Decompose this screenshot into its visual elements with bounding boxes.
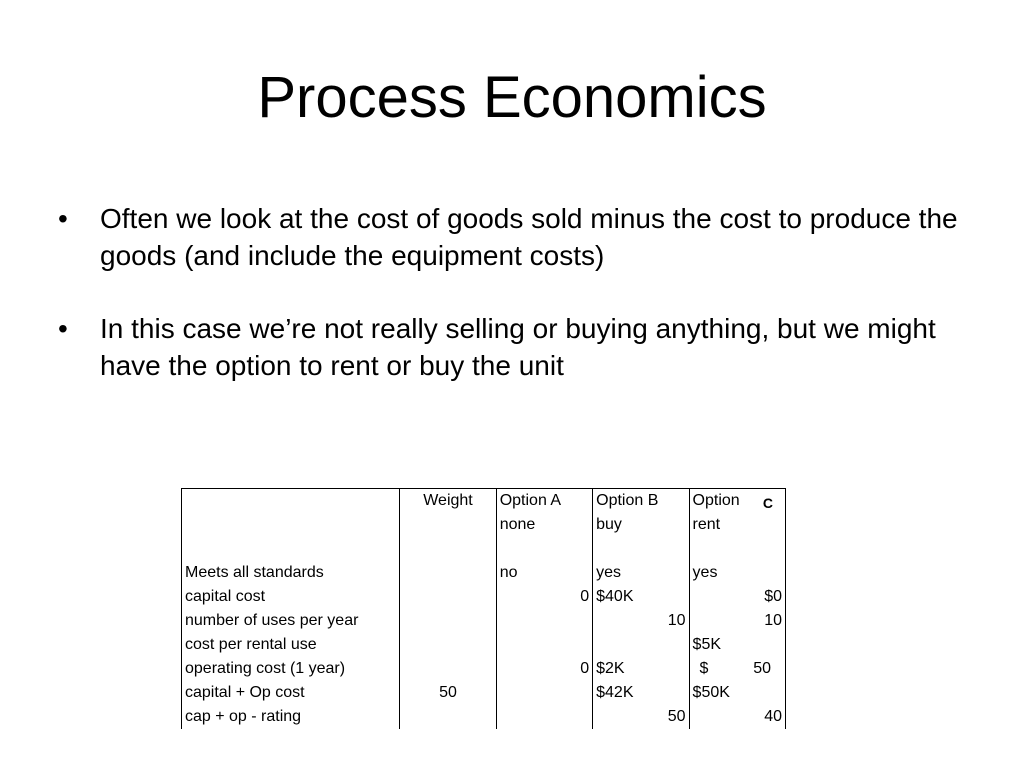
row-option-b: 50 [593,705,689,729]
bullet-marker: • [58,203,68,234]
row-option-a: no [496,561,592,585]
row-option-c: 40 [689,705,785,729]
header-weight: Weight [400,489,496,514]
table-header-row [182,489,786,514]
row-weight [400,705,496,729]
row-option-c: yes [689,561,785,585]
header-blank-cell [182,489,400,514]
row-option-b: $42K [593,681,689,705]
row-weight [400,633,496,657]
row-option-b: 10 [593,609,689,633]
row-weight [400,609,496,633]
row-weight [400,585,496,609]
table-row [182,705,786,729]
bullet-text: In this case we’re not really selling or buying anything, but we might have the option to rent or buy the unit [100,313,936,381]
table-row [182,681,786,705]
spacer-cell [182,537,400,561]
table-row [182,609,786,633]
slide-title: Process Economics [257,65,767,130]
bullet-marker: • [58,313,68,344]
subheader-weight-cell [400,513,496,537]
row-weight: 50 [400,681,496,705]
row-option-a: 0 [496,585,592,609]
subheader-option-b: buy [593,513,689,537]
table-spacer-row [182,537,786,561]
spacer-cell [496,537,592,561]
table-row [182,561,786,585]
row-option-c: $0 [689,585,785,609]
row-option-a [496,609,592,633]
row-label: Meets all standards [182,561,400,585]
table-row [182,633,786,657]
row-option-b [593,633,689,657]
row-option-b: yes [593,561,689,585]
row-option-a [496,681,592,705]
header-option-c [689,489,785,514]
row-option-a [496,633,592,657]
row-option-b: $2K [593,657,689,681]
row-option-c [689,657,785,681]
row-option-c: $50K [689,681,785,705]
row-label: cost per rental use [182,633,400,657]
row-option-c: $5K [689,633,785,657]
row-label: capital cost [182,585,400,609]
subheader-option-a: none [496,513,592,537]
row-option-c-value: 50 [753,660,771,677]
spacer-cell [593,537,689,561]
header-option-c-suffix: C [762,495,773,511]
subheader-option-c: rent [689,513,785,537]
decision-table [181,488,786,728]
row-option-b: $40K [593,585,689,609]
row-label: operating cost (1 year) [182,657,400,681]
decision-grid [181,488,786,729]
row-option-a [496,705,592,729]
row-option-c-currency: $ [699,660,709,677]
bullet-item [58,310,988,384]
spacer-cell [400,537,496,561]
header-option-a: Option A [496,489,592,514]
row-option-a: 0 [496,657,592,681]
table-row [182,657,786,681]
row-weight [400,657,496,681]
row-label: capital + Op cost [182,681,400,705]
subheader-blank-cell [182,513,400,537]
table-subheader-row [182,513,786,537]
header-option-b: Option B [593,489,689,514]
table-row [182,585,786,609]
row-label: number of uses per year [182,609,400,633]
bullet-list [58,200,988,420]
spacer-cell [689,537,785,561]
bullet-item [58,200,988,274]
row-weight [400,561,496,585]
bullet-text: Often we look at the cost of goods sold minus the cost to produce the goods (and include the equipment costs) [100,203,958,271]
header-option-c-label: Option [692,492,740,509]
row-option-c: 10 [689,609,785,633]
row-label: cap + op - rating [182,705,400,729]
